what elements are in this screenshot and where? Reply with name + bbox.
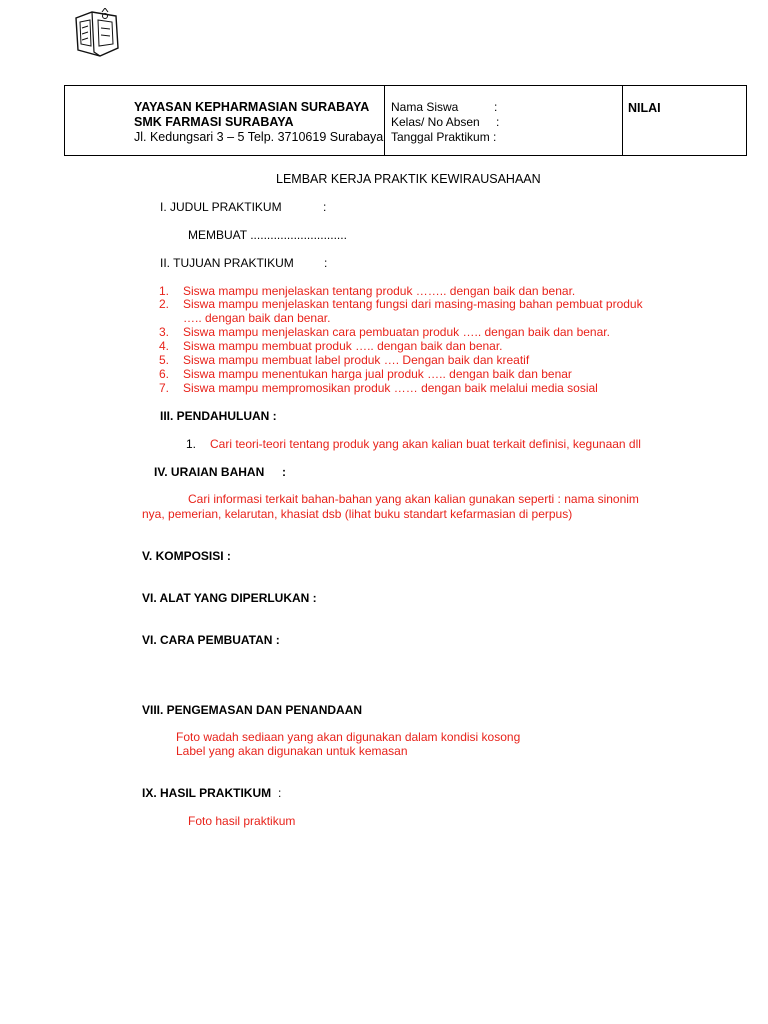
list-number: 1. xyxy=(185,437,196,451)
list-number: 3. xyxy=(158,325,169,339)
list-number: 5. xyxy=(158,353,169,367)
class-number-colon: : xyxy=(496,115,500,129)
list-number: 6. xyxy=(158,367,169,381)
uraian-body-line: Cari informasi terkait bahan-bahan yang akan kalian gunakan seperti : nama sinonim xyxy=(188,492,639,506)
list-number: 7. xyxy=(158,381,169,395)
judul-body: MEMBUAT ............................. xyxy=(188,228,347,242)
list-item: Siswa mampu menjelaskan tentang fungsi dari masing-masing bahan pembuat produk xyxy=(183,297,643,311)
section-heading-cara: VI. CARA PEMBUATAN : xyxy=(142,633,280,647)
student-name-label: Nama Siswa xyxy=(391,100,459,114)
list-item: Siswa mampu mempromosikan produk …… dengan baik melalui media sosial xyxy=(183,381,598,395)
score-label: NILAI xyxy=(628,101,661,115)
list-item: Siswa mampu menjelaskan cara pembuatan produk ….. dengan baik dan benar. xyxy=(183,325,610,339)
list-item-continued: ….. dengan baik dan benar. xyxy=(183,311,331,325)
header-divider xyxy=(384,86,385,155)
list-item: Siswa mampu menentukan harga jual produk ….. dengan baik dan benar xyxy=(183,367,572,381)
uraian-colon: : xyxy=(282,465,286,479)
judul-colon: : xyxy=(323,200,327,214)
pengemasan-body-line: Label yang akan digunakan untuk kemasan xyxy=(176,744,408,758)
pengemasan-body-line: Foto wadah sediaan yang akan digunakan dalam kondisi kosong xyxy=(176,730,521,744)
section-heading-hasil: IX. HASIL PRAKTIKUM xyxy=(142,786,272,800)
header-divider xyxy=(622,86,623,155)
section-heading-pendahuluan: III. PENDAHULUAN : xyxy=(160,409,277,423)
section-heading-pengemasan: VIII. PENGEMASAN DAN PENANDAAN xyxy=(142,703,363,717)
section-heading-judul: I. JUDUL PRAKTIKUM xyxy=(160,200,282,214)
uraian-body-line: nya, pemerian, kelarutan, khasiat dsb (lihat buku standart kefarmasian di perpus) xyxy=(142,507,573,521)
school-name: SMK FARMASI SURABAYA xyxy=(134,115,294,129)
hasil-colon: : xyxy=(278,786,282,800)
list-item: Siswa mampu membuat label produk …. Dengan baik dan kreatif xyxy=(183,353,530,367)
section-heading-komposisi: V. KOMPOSISI : xyxy=(142,549,231,563)
school-foundation-name: YAYASAN KEPHARMASIAN SURABAYA xyxy=(134,100,370,114)
section-heading-tujuan: II. TUJUAN PRAKTIKUM xyxy=(160,256,294,270)
list-item: Siswa mampu menjelaskan tentang produk …….. dengan baik dan benar. xyxy=(183,284,576,298)
school-logo-icon xyxy=(72,8,122,60)
list-number: 1. xyxy=(158,284,169,298)
hasil-body: Foto hasil praktikum xyxy=(188,814,296,828)
practicum-date-label: Tanggal Praktikum : xyxy=(391,130,497,144)
school-address: Jl. Kedungsari 3 – 5 Telp. 3710619 Surabaya xyxy=(134,130,384,144)
list-item: Siswa mampu membuat produk ….. dengan baik dan benar. xyxy=(183,339,503,353)
student-name-colon: : xyxy=(494,100,498,114)
tujuan-colon: : xyxy=(324,256,328,270)
list-number: 4. xyxy=(158,339,169,353)
class-number-label: Kelas/ No Absen xyxy=(391,115,480,129)
list-item: Cari teori-teori tentang produk yang akan kalian buat terkait definisi, kegunaan dll xyxy=(210,437,641,451)
list-number: 2. xyxy=(158,297,169,311)
section-heading-uraian: IV. URAIAN BAHAN xyxy=(154,465,265,479)
document-title: LEMBAR KERJA PRAKTIK KEWIRAUSAHAAN xyxy=(276,172,541,186)
section-heading-alat: VI. ALAT YANG DIPERLUKAN : xyxy=(142,591,317,605)
